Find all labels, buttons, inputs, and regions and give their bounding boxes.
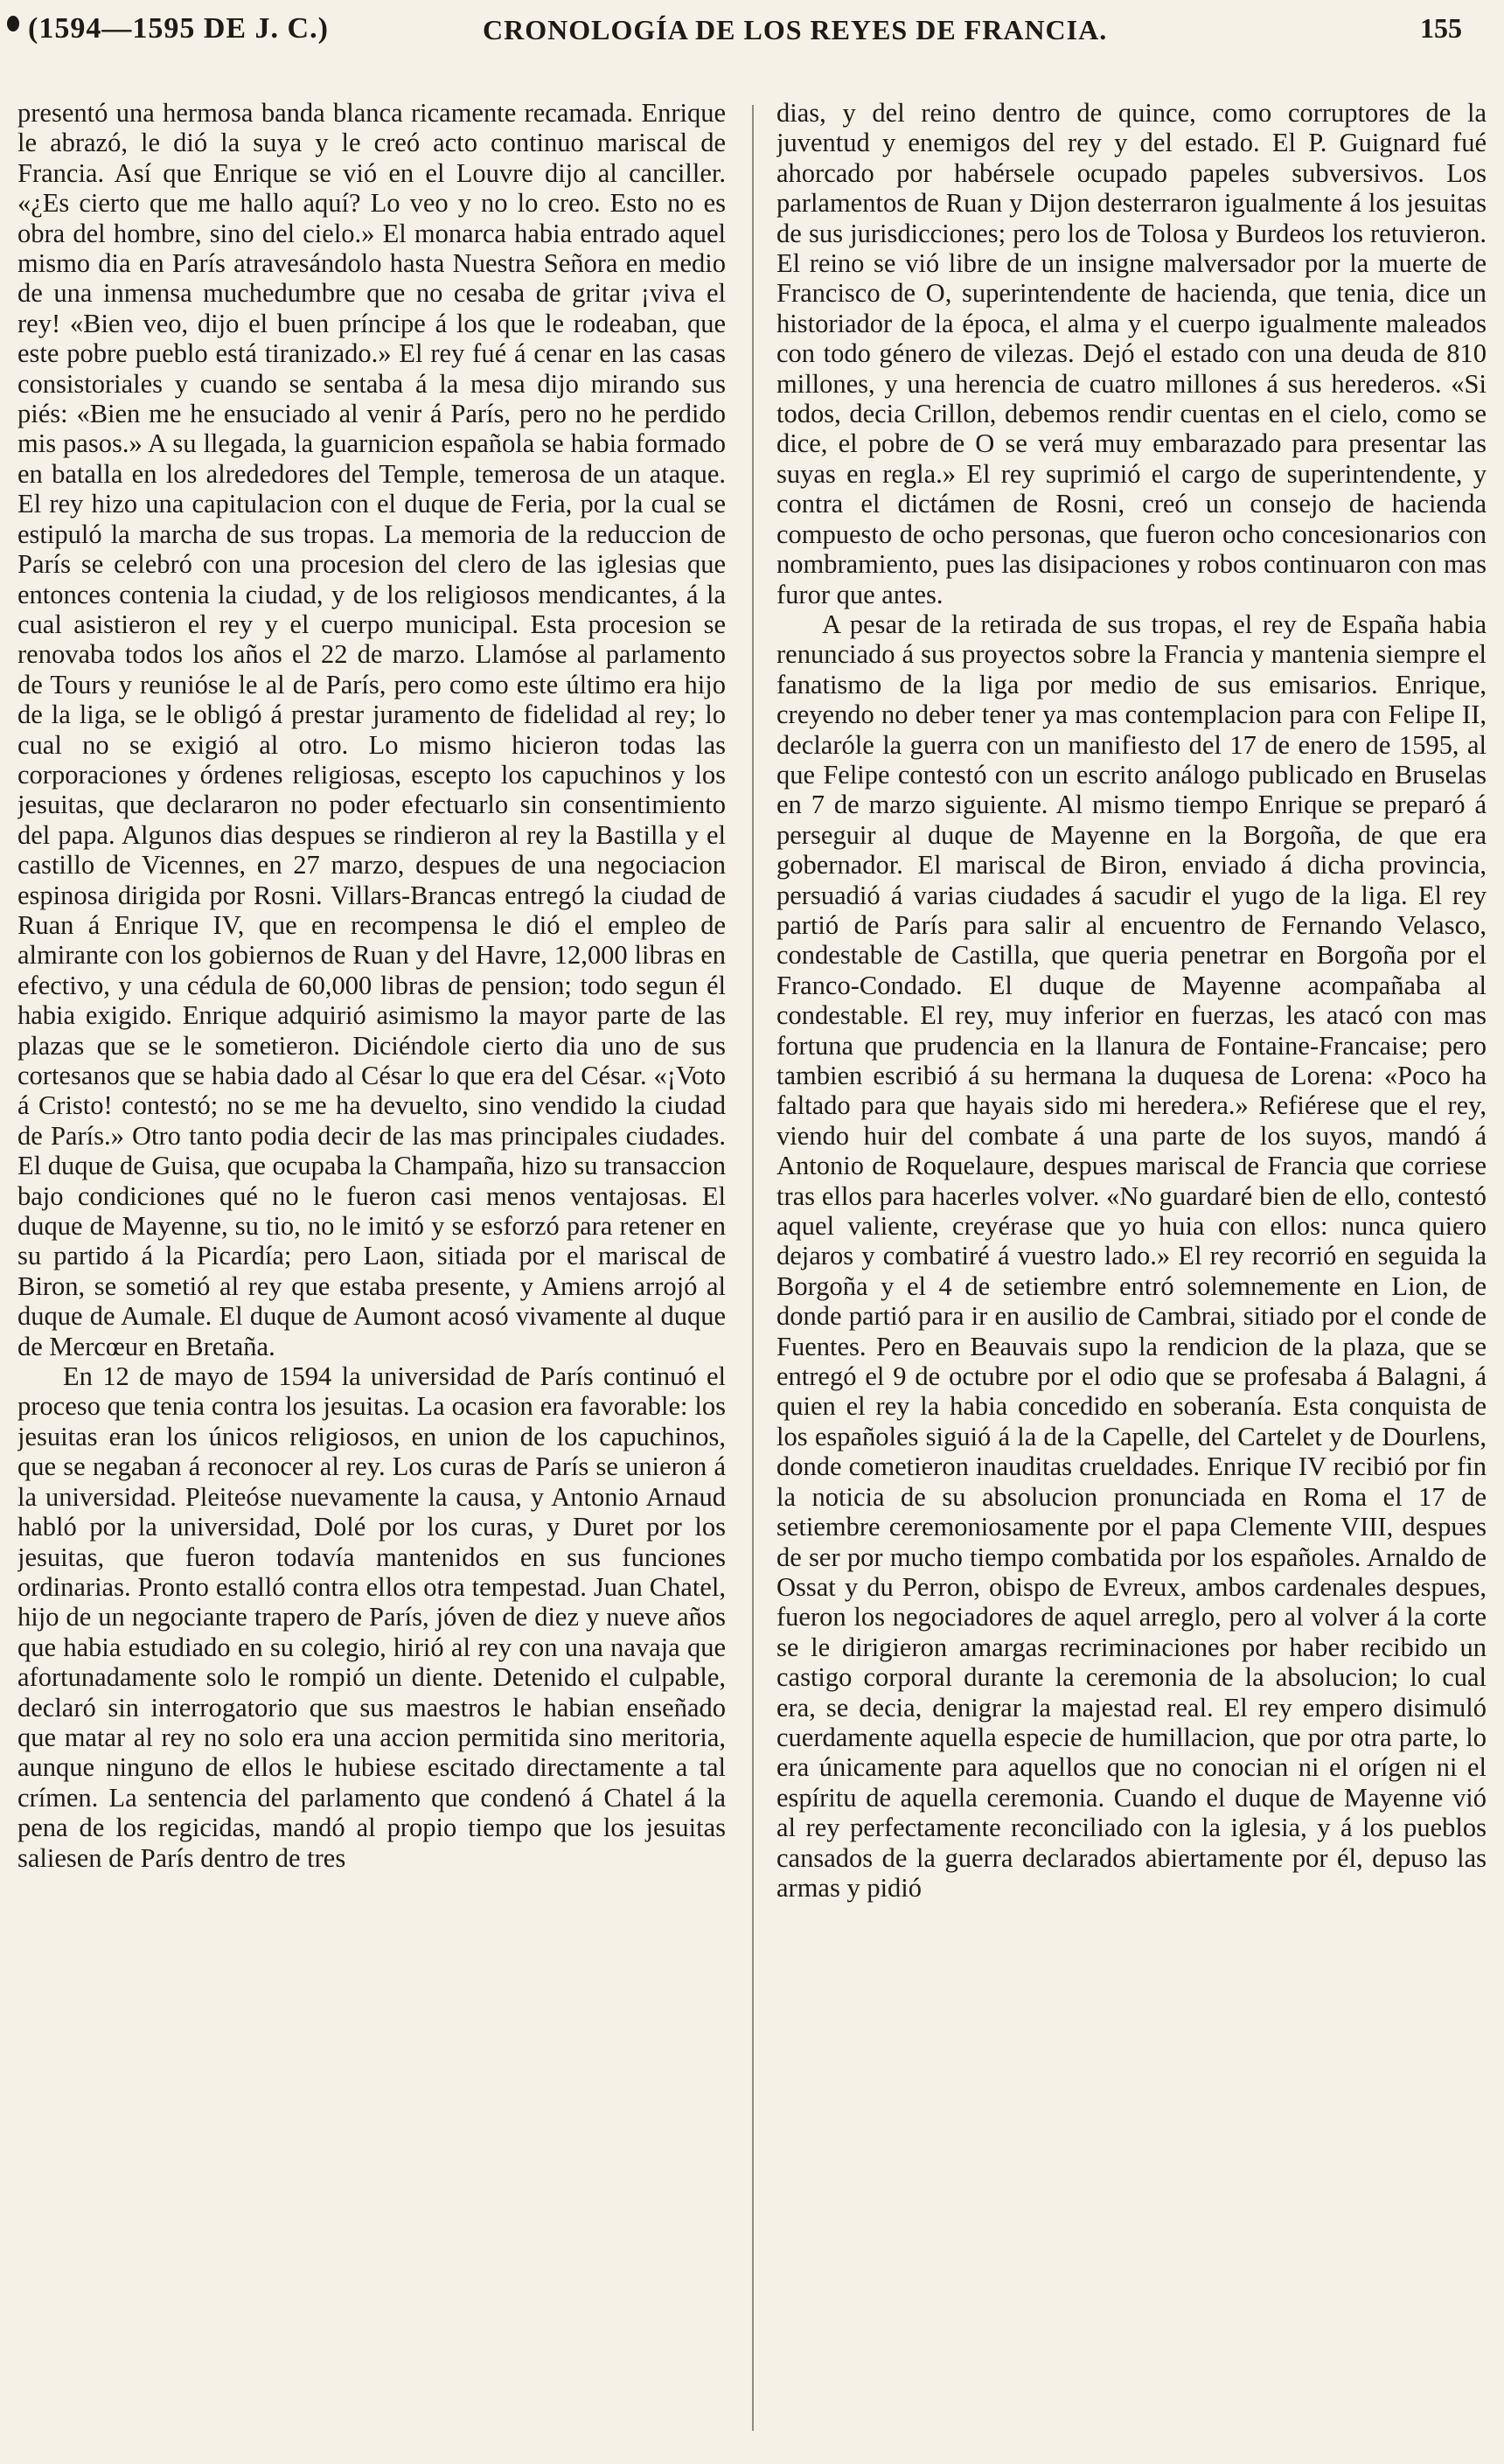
left-paragraph-2: En 12 de mayo de 1594 la universidad de París continuó el proceso que tenia contra los jesuitas. La ocasion era favorable: los jesuitas eran los únicos religiosos, en union de los capuchinos, que se negaban á reconocer al rey. Los curas de París se unieron á la universidad. Pleiteóse nuevamente la causa, y Antonio Arnaud habló por la universidad, Dolé por los curas, y Duret por los jesuitas, que fueron todavía mantenidos en sus funciones ordinarias. Pronto estalló contra ellos otra tempestad. Juan Chatel, hijo de un negociante trapero de París, jóven de diez y nueve años que habia estudiado en su colegio, hirió al rey con una navaja que afortunadamente solo le rompió un diente. Detenido el culpable, declaró sin interrogatorio que sus maestros le habian enseñado que matar al rey no solo era una accion permitida sino meritoria, aunque ninguno de ellos le hubiese escitado directamente a tal crímen. La sentencia del parlamento que condenó á Chatel á la pena de los regicidas, mandó al propio tiempo que los jesuitas saliesen de París dentro de tres [17, 1361, 726, 1873]
running-header [28, 3, 1462, 72]
header-title: CRONOLOGÍA DE LOS REYES DE FRANCIA. [483, 14, 1108, 45]
page-number: 155 [1420, 12, 1462, 44]
header-date-range: (1594—1595 DE J. C.) [28, 12, 329, 45]
bullet-mark-icon [7, 16, 19, 31]
right-paragraph-1: dias, y del reino dentro de quince, como corruptores de la juventud y enemigos del rey y del estado. El P. Guignard fué ahorcado por habérsele ocupado papeles subversivos. Los parlamentos de Ruan y Dijon desterraron igualmente á los jesuitas de sus jurisdicciones; pero los de Tolosa y Burdeos los retuvieron. El reino se vió libre de un insigne malversador por la muerte de Francisco de O, superintendente de hacienda, que tenia, dice un historiador de la época, el alma y el cuerpo igualmente maleados con todo género de vilezas. Dejó el estado con una deuda de 810 millones, y una herencia de cuatro millones á sus herederos. «Si todos, decia Crillon, debemos rendir cuentas en el cielo, como se dice, el pobre de O se verá muy embarazado para presentar las suyas en regla.» El rey suprimió el cargo de superintendente, y contra el dictámen de Rosni, creó un consejo de hacienda compuesto de ocho personas, que fueron ocho concesionarios con nombramiento, pues las disipaciones y robos continuaron con mas furor que antes. [776, 98, 1487, 609]
right-paragraph-2: A pesar de la retirada de sus tropas, el rey de España habia renunciado á sus proyectos sobre la Francia y mantenia siempre el fanatismo de la liga por medio de sus emisarios. Enrique, creyendo no deber tener ya mas contemplacion para con Felipe II, declaróle la guerra con un manifiesto del 17 de enero de 1595, al que Felipe contestó con un escrito análogo publicado en Bruselas en 7 de marzo siguiente. Al mismo tiempo Enrique se preparó á perseguir al duque de Mayenne en la Borgoña, de que era gobernador. El mariscal de Biron, enviado á dicha provincia, persuadió á varias ciudades á sacudir el yugo de la liga. El rey partió de París para salir al encuentro de Fernando Velasco, condestable de Castilla, que queria penetrar en Borgoña por el Franco-Condado. El duque de Mayenne acompañaba al condestable. El rey, muy inferior en fuerzas, les atacó con mas fortuna que prudencia en la llanura de Fontaine-Francaise; pero tambien escribió á su hermana la duquesa de Lorena: «Poco ha faltado para que hayais sido mi heredera.» Refiérese que el rey, viendo huir del combate á una parte de los suyos, mandó á Antonio de Roquelaure, despues mariscal de Francia que corriese tras ellos para hacerles volver. «No guardaré bien de ello, contestó aquel valiente, creyérase que yo huia con ellos: nunca quiero dejaros y combatiré á vuestro lado.» El rey recorrió en seguida la Borgoña y el 4 de setiembre entró solemnemente en Lion, de donde partió para ir en ausilio de Cambrai, sitiado por el conde de Fuentes. Pero en Beauvais supo la rendicion de la plaza, que se entregó el 9 de octubre por el odio que se profesaba á Balagni, á quien el rey la habia concedido en soberanía. Esta conquista de los españoles siguió á la de la Capelle, del Cartelet y de Dourlens, donde cometieron inauditas crueldades. Enrique IV recibió por fin la noticia de su absolucion pronunciada en Roma el 17 de setiembre ceremoniosamente por el papa Clemente VIII, despues de ser por mucho tiempo combatida por los españoles. Arnaldo de Ossat y du Perron, obispo de Evreux, ambos cardenales despues, fueron los negociadores de aquel arreglo, pero al volver á la corte se le dirigieron amargas recriminaciones por haber recibido un castigo corporal durante la ceremonia de la absolucion; lo cual era, se decia, denigrar la majestad real. El rey empero disimuló cuerdamente aquella especie de humillacion, que por otra parte, lo era únicamente para aquellos que no conocian ni el orígen ni el espíritu de aquella ceremonia. Cuando el duque de Mayenne vió al rey perfectamente reconciliado con la iglesia, y á los pueblos cansados de la guerra declarados abiertamente por él, depuso las armas y pidió [776, 609, 1487, 1903]
left-paragraph-1: presentó una hermosa banda blanca ricamente recamada. Enrique le abrazó, le dió la suya y le creó acto continuo mariscal de Francia. Así que Enrique se vió en el Louvre dijo al canciller. «¿Es cierto que me hallo aquí? Lo veo y no lo creo. Esto no es obra del hombre, sino del cielo.» El monarca habia entrado aquel mismo dia en París atravesándolo hasta Nuestra Señora en medio de una inmensa muchedumbre que no cesaba de gritar ¡viva el rey! «Bien veo, dijo el buen príncipe á los que le rodeaban, que este pobre pueblo está tiranizado.» El rey fué á cenar en las casas consistoriales y cuando se sentaba á la mesa dijo mirando sus piés: «Bien me he ensuciado al venir á París, pero no he perdido mis pasos.» A su llegada, la guarnicion española se habia formado en batalla en los alrededores del Temple, temerosa de un ataque. El rey hizo una capitulacion con el duque de Feria, por la cual se estipuló la marcha de sus tropas. La memoria de la reduccion de París se celebró con una procesion del clero de las iglesias que entonces contenia la ciudad, y de los religiosos mendicantes, á la cual asistieron el rey y el cuerpo municipal. Esta procesion se renovaba todos los años el 22 de marzo. Llamóse al parlamento de Tours y reunióse le al de París, pero como este último era hijo de la liga, se le obligó á prestar juramento de fidelidad al rey; lo cual no se exigió al otro. Lo mismo hicieron todas las corporaciones y órdenes religiosas, escepto los capuchinos y los jesuitas, que declararon no poder efectuarlo sin consentimiento del papa. Algunos dias despues se rindieron al rey la Bastilla y el castillo de Vicennes, en 27 marzo, despues de una negociacion espinosa dirigida por Rosni. Villars-Brancas entregó la ciudad de Ruan á Enrique IV, que en recompensa le dió el empleo de almirante con los gobiernos de Ruan y del Havre, 12,000 libras en efectivo, y una cédula de 60,000 libras de pension; todo segun él habia exigido. Enrique adquirió asimismo la mayor parte de las plazas que se le sometieron. Diciéndole cierto dia uno de sus cortesanos que se habia dado al César lo que era del César. «¡Voto á Cristo! contestó; no se me ha devuelto, sino vendido la ciudad de París.» Otro tanto podia decir de las mas principales ciudades. El duque de Guisa, que ocupaba la Champaña, hizo su transaccion bajo condiciones qué no le fueron casi menos ventajosas. El duque de Mayenne, su tio, no le imitó y se esforzó para retener en su partido á la Picardía; pero Laon, sitiada por el mariscal de Biron, se sometió al rey que estaba presente, y Amiens arrojó al duque de Aumale. El duque de Aumont acosó vivamente al duque de Mercœur en Bretaña. [17, 98, 726, 1361]
right-column [776, 98, 1487, 2441]
left-column [17, 98, 726, 2441]
column-divider [752, 105, 754, 2431]
